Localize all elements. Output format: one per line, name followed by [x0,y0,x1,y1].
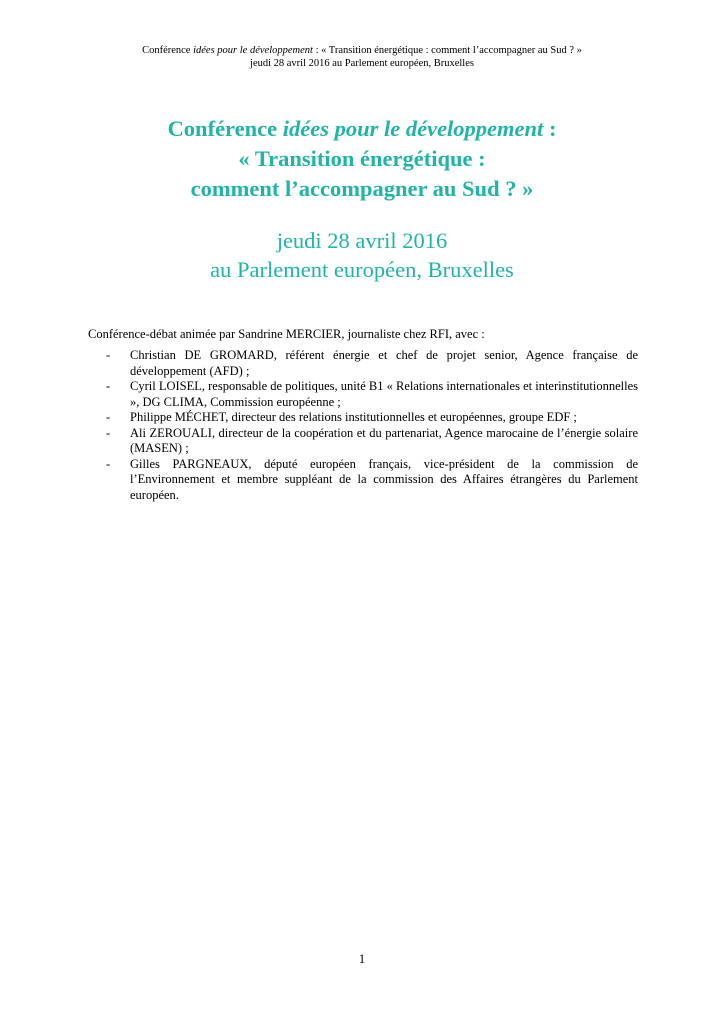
title-line-2: « Transition énergétique : [238,146,486,171]
event-date: jeudi 28 avril 2016 [276,228,448,253]
page-title [0,114,724,204]
intro-paragraph: Conférence-débat animée par Sandrine MERCIER, journaliste chez RFI, avec : [88,327,485,341]
list-item: - Gilles PARGNEAUX, député européen français, vice-président de la commission de l’Environnement et membre suppléant de la commission des Affaires étrangères du Parlement européen. [106,456,638,502]
list-item: - Philippe MÉCHET, directeur des relations institutionnelles et européennes, groupe EDF ; [106,410,577,424]
event-date-location [0,226,724,284]
bullet-dash: - [106,379,111,393]
speaker-list [106,348,638,503]
running-header-line-1: Conférence idées pour le développement : « Transition énergétique : comment l’accompagner au Sud ? » [142,45,582,56]
bullet-dash: - [106,456,111,471]
bullet-dash: - [106,410,111,424]
list-item: - Ali ZEROUALI, directeur de la coopération et du partenariat, Agence marocaine de l’énergie solaire (MASEN) ; [106,425,638,455]
page-number: 1 [358,952,366,966]
bullet-dash: - [106,425,111,440]
list-item: - Christian DE GROMARD, référent énergie et chef de projet senior, Agence française de développement (AFD) ; [106,348,638,378]
title-line-3: comment l’accompagner au Sud ? » [190,176,534,201]
running-header [0,44,724,70]
bullet-dash: - [106,348,111,362]
running-header-line-2: jeudi 28 avril 2016 au Parlement européen, Bruxelles [250,58,474,69]
list-item: - Cyril LOISEL, responsable de politiques, unité B1 « Relations internationales et interinstitutionnelles », DG CLIMA, Commission européenne ; [106,379,638,409]
event-location: au Parlement européen, Bruxelles [210,257,514,282]
title-line-1: Conférence idées pour le développement : [167,116,557,141]
